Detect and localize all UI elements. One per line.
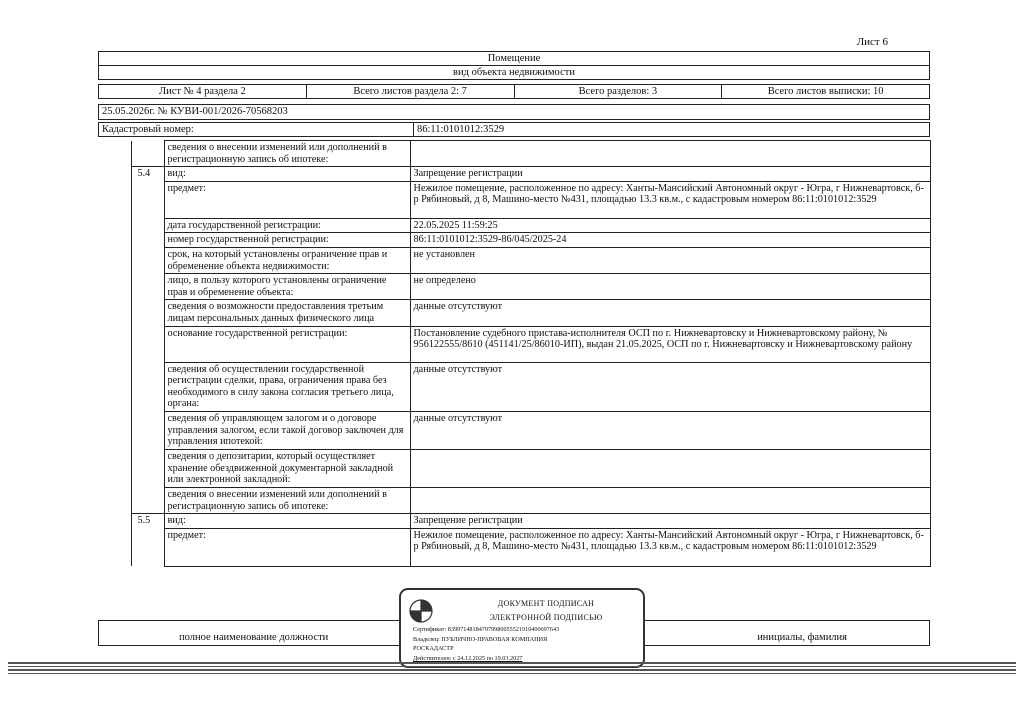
row-label: вид: <box>164 167 410 182</box>
total-sheets-section: Всего листов раздела 2: 7 <box>306 85 514 99</box>
row-value: 86:11:0101012:3529-86/045/2025-24 <box>410 233 930 248</box>
row-label: вид: <box>164 514 410 529</box>
table-row <box>98 233 930 248</box>
row-label: лицо, в пользу которого установлены ограничение прав и обременение объекта: <box>164 274 410 300</box>
stamp-title-1: ДОКУМЕНТ ПОДПИСАН <box>497 599 595 608</box>
row-value: Запрещение регистрации <box>410 514 930 529</box>
row-label: сведения об управляющем залогом и о договоре управления залогом, если такой договор заключен для управления ипотекой: <box>164 411 410 449</box>
row-number <box>131 411 164 449</box>
table-row <box>98 300 930 326</box>
row-spacer <box>98 141 131 167</box>
stamp-certificate: Сертификат: 839971481847979980055521910400697643 <box>413 626 560 633</box>
row-spacer <box>98 411 131 449</box>
object-type-caption: вид объекта недвижимости <box>99 66 930 80</box>
row-value: не определено <box>410 274 930 300</box>
row-spacer <box>98 514 131 529</box>
table-row <box>98 487 930 513</box>
row-spacer <box>98 218 131 233</box>
stamp-validity: Действителен: с 24.12.2025 по 19.03.2027 <box>413 655 523 662</box>
table-row <box>98 247 930 273</box>
row-spacer <box>98 233 131 248</box>
row-number <box>131 362 164 411</box>
rosreestr-logo-icon <box>409 599 433 623</box>
row-label: сведения о возможности предоставления третьим лицам персональных данных физического лица <box>164 300 410 326</box>
row-value: данные отсутствуют <box>410 411 930 449</box>
footer-rule-1 <box>8 662 1016 664</box>
row-value <box>410 141 930 167</box>
row-number <box>131 247 164 273</box>
row-number <box>131 449 164 487</box>
row-value: Постановление судебного пристава-исполнителя ОСП по г. Нижневартовску и Нижневартовскому району, № 956122555/8610 (451141/25/86010-ИП), выдан 21.05.2025, ОСП по г. Нижневартовску и Нижневартовскому району <box>410 326 930 362</box>
footer-rule-4 <box>8 673 1016 674</box>
row-value: не установлен <box>410 247 930 273</box>
electronic-signature-stamp <box>399 588 645 668</box>
table-row <box>98 141 930 167</box>
row-spacer <box>98 300 131 326</box>
sheet-section: Лист № 4 раздела 2 <box>99 85 307 99</box>
row-number <box>131 181 164 218</box>
stamp-title-2: ЭЛЕКТРОННОЙ ПОДПИСЬЮ <box>489 613 603 622</box>
table-row <box>98 362 930 411</box>
row-spacer <box>98 449 131 487</box>
row-spacer <box>98 181 131 218</box>
row-label: основание государственной регистрации: <box>164 326 410 362</box>
table-row <box>98 274 930 300</box>
encumbrance-table <box>98 140 931 567</box>
row-value: Запрещение регистрации <box>410 167 930 182</box>
row-label: дата государственной регистрации: <box>164 218 410 233</box>
table-row <box>98 449 930 487</box>
row-number <box>131 141 164 167</box>
row-spacer <box>98 167 131 182</box>
position-label: полное наименование должности <box>179 632 329 643</box>
total-sections: Всего разделов: 3 <box>514 85 722 99</box>
row-label: сведения о депозитарии, который осуществляет хранение обездвиженной документарной закладной или электронной закладной: <box>164 449 410 487</box>
row-value: Нежилое помещение, расположенное по адресу: Ханты-Мансийский Автономный округ - Югра, г Нижневартовск, б-р Рябиновый, д 8, Машино-место №431, площадью 13.3 кв.м., с кадастровым номером 86:11:0101012:3529 <box>410 181 930 218</box>
row-number <box>131 274 164 300</box>
row-label: номер государственной регистрации: <box>164 233 410 248</box>
footer-rule-3 <box>8 669 1016 671</box>
row-spacer <box>98 274 131 300</box>
sheet-info <box>98 84 930 99</box>
cadastral-label: Кадастровый номер: <box>102 124 194 135</box>
row-number: 5.5 <box>131 514 164 529</box>
row-spacer <box>98 326 131 362</box>
footer-rule-2 <box>8 666 1016 667</box>
table-row <box>98 326 930 362</box>
cadastral-row <box>98 122 930 137</box>
row-number <box>131 487 164 513</box>
row-number <box>131 218 164 233</box>
row-value <box>410 487 930 513</box>
cadastral-value: 86:11:0101012:3529 <box>413 123 507 136</box>
stamp-owner-1: Владелец: ПУБЛИЧНО-ПРАВОВАЯ КОМПАНИЯ <box>413 636 548 643</box>
row-value <box>410 449 930 487</box>
row-label: сведения о внесении изменений или дополнений в регистрационную запись об ипотеке: <box>164 487 410 513</box>
table-row <box>98 528 930 566</box>
row-value: данные отсутствуют <box>410 300 930 326</box>
row-number: 5.4 <box>131 167 164 182</box>
extract-number: 25.05.2026г. № КУВИ-001/2026-70568203 <box>98 104 930 120</box>
table-row <box>98 218 930 233</box>
object-type: Помещение <box>99 52 930 66</box>
row-label: предмет: <box>164 181 410 218</box>
total-sheets: Всего листов выписки: 10 <box>722 85 930 99</box>
row-label: срок, на который установлены ограничение прав и обременение объекта недвижимости: <box>164 247 410 273</box>
row-spacer <box>98 362 131 411</box>
name-label: инициалы, фамилия <box>757 632 847 643</box>
row-number <box>131 300 164 326</box>
row-number <box>131 528 164 566</box>
row-label: сведения о внесении изменений или дополнений в регистрационную запись об ипотеке: <box>164 141 410 167</box>
row-label: сведения об осуществлении государственной регистрации сделки, права, ограничения права без необходимого в силу закона согласия третьего лица, органа: <box>164 362 410 411</box>
table-row <box>98 167 930 182</box>
table-row <box>98 411 930 449</box>
row-label: предмет: <box>164 528 410 566</box>
object-header <box>98 51 930 80</box>
row-value: 22.05.2025 11:59:25 <box>410 218 930 233</box>
row-number <box>131 326 164 362</box>
row-value: данные отсутствуют <box>410 362 930 411</box>
stamp-owner-2: РОСКАДАСТР <box>413 645 454 652</box>
row-spacer <box>98 247 131 273</box>
row-spacer <box>98 487 131 513</box>
row-value: Нежилое помещение, расположенное по адресу: Ханты-Мансийский Автономный округ - Югра, г Нижневартовск, б-р Рябиновый, д 8, Машино-место №431, площадью 13.3 кв.м., с кадастровым номером 86:11:0101012:3529 <box>410 528 930 566</box>
table-row <box>98 181 930 218</box>
sheet-number: Лист 6 <box>856 36 888 48</box>
row-spacer <box>98 528 131 566</box>
row-number <box>131 233 164 248</box>
table-row <box>98 514 930 529</box>
